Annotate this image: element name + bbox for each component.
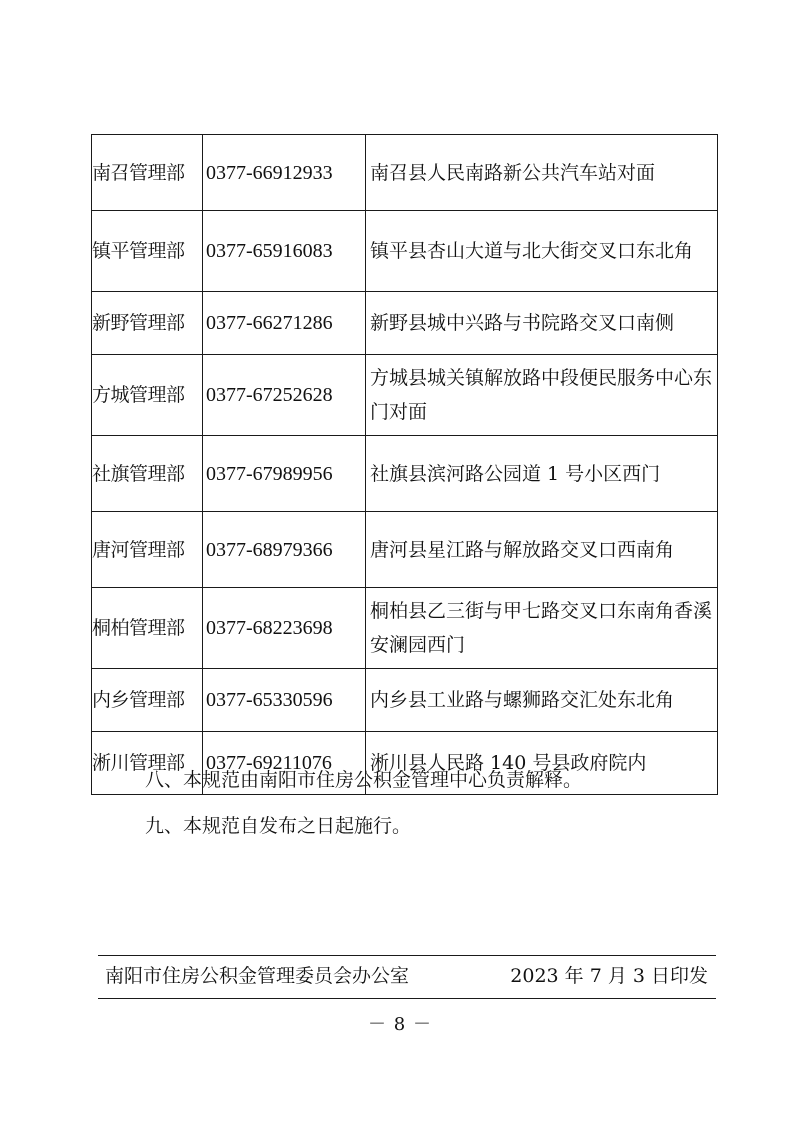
table-row — [92, 512, 718, 588]
office-name: 内乡管理部 — [92, 669, 203, 732]
clause-nine: 九、本规范自发布之日起施行。 — [145, 815, 412, 837]
office-phone: 0377-69211076 — [203, 732, 366, 795]
office-address: 唐河县星江路与解放路交叉口西南角 — [366, 512, 718, 588]
office-phone: 0377-66912933 — [203, 135, 366, 211]
issue-date: 2023 年 7 月 3 日印发 — [510, 965, 708, 987]
clause-eight: 八、本规范由南阳市住房公积金管理中心负责解释。 — [145, 769, 583, 791]
office-address: 南召县人民南路新公共汽车站对面 — [366, 135, 718, 211]
office-address: 内乡县工业路与螺狮路交汇处东北角 — [366, 669, 718, 732]
office-phone: 0377-68979366 — [203, 512, 366, 588]
office-address: 方城县城关镇解放路中段便民服务中心东门对面 — [366, 355, 718, 436]
office-name: 桐柏管理部 — [92, 588, 203, 669]
office-phone: 0377-67989956 — [203, 436, 366, 512]
office-name: 唐河管理部 — [92, 512, 203, 588]
office-phone: 0377-68223698 — [203, 588, 366, 669]
office-address: 淅川县人民路 140 号县政府院内 — [366, 732, 718, 795]
table-row — [92, 135, 718, 211]
office-name: 淅川管理部 — [92, 732, 203, 795]
issuer-name: 南阳市住房公积金管理委员会办公室 — [105, 965, 410, 987]
office-address: 新野县城中兴路与书院路交叉口南侧 — [366, 292, 718, 355]
office-name: 镇平管理部 — [92, 211, 203, 292]
office-name: 社旗管理部 — [92, 436, 203, 512]
office-phone: 0377-67252628 — [203, 355, 366, 436]
office-address: 社旗县滨河路公园道 1 号小区西门 — [366, 436, 718, 512]
table-row — [92, 292, 718, 355]
table-row — [92, 436, 718, 512]
office-name: 新野管理部 — [92, 292, 203, 355]
table-row — [92, 211, 718, 292]
office-address: 桐柏县乙三街与甲七路交叉口东南角香溪安澜园西门 — [366, 588, 718, 669]
table-row — [92, 669, 718, 732]
office-name: 南召管理部 — [92, 135, 203, 211]
table-row — [92, 588, 718, 669]
office-phone: 0377-65916083 — [203, 211, 366, 292]
table-row — [92, 355, 718, 436]
office-phone: 0377-66271286 — [203, 292, 366, 355]
office-contact-table — [91, 134, 718, 795]
office-address: 镇平县杏山大道与北大街交叉口东北角 — [366, 211, 718, 292]
office-phone: 0377-65330596 — [203, 669, 366, 732]
page-number: － 8 － — [368, 1014, 432, 1035]
footer-bottom-divider — [98, 998, 716, 999]
office-name: 方城管理部 — [92, 355, 203, 436]
footer-top-divider — [98, 955, 716, 956]
